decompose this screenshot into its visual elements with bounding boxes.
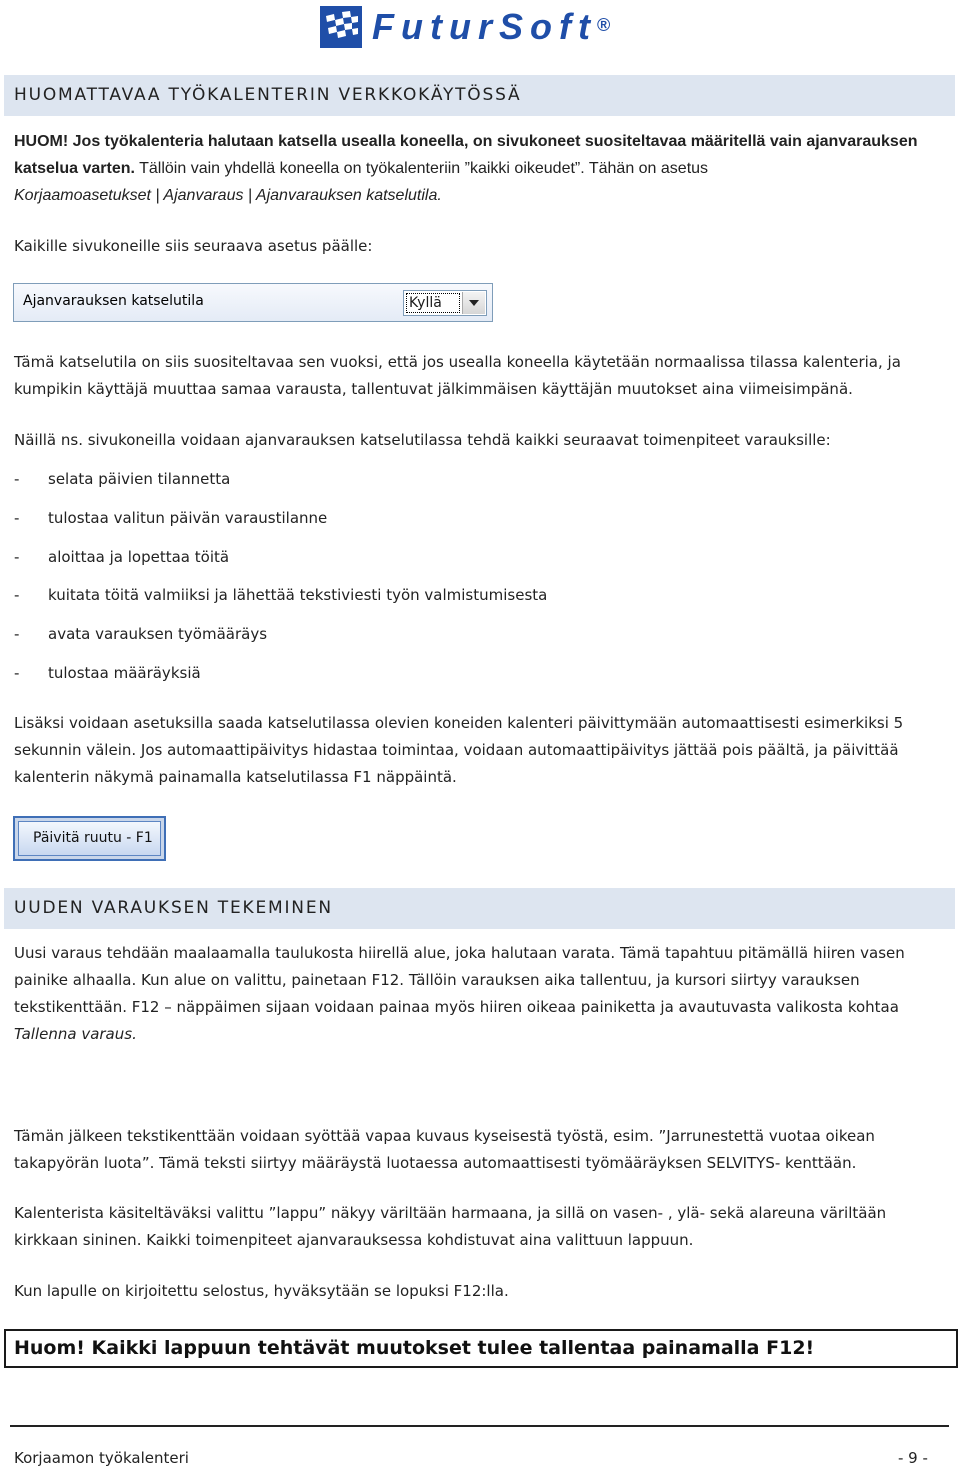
huom-paragraph xyxy=(14,128,944,209)
katselutila-select[interactable] xyxy=(403,290,487,316)
paragraph-selected-note: Kalenterista käsiteltäväksi valittu ”lappu” näkyy väriltään harmaana, ja sillä on vasen- , ylä- sekä alareuna väriltään kirkkaan sininen. Kaikki toimenpiteet ajanvarauksessa kohdistuvat aina valittuun lappuun. xyxy=(14,1204,887,1249)
paragraph-katselutila: Tämä katselutila on siis suositeltavaa sen vuoksi, että jos usealla koneella käytetään normaalissa tilassa kalenteria, ja kumpikin käyttäjä muuttaa samaa varausta, tallentuvat jälkimmäisen käyttäjän muutokset aina viimeisimpänä. xyxy=(14,353,901,398)
list-item: - selata päivien tilannetta xyxy=(14,470,231,488)
settings-path: Korjaamoasetukset | Ajanvaraus | Ajanvarauksen katselutila. xyxy=(14,187,442,204)
footer-divider xyxy=(10,1425,949,1427)
footer-title: Korjaamon työkalenteri xyxy=(14,1449,189,1467)
list-item: - kuitata töitä valmiiksi ja lähettää tekstiviesti työn valmistumisesta xyxy=(14,586,548,604)
katselutila-setting-row xyxy=(13,283,493,322)
list-item: - aloittaa ja lopettaa töitä xyxy=(14,548,230,566)
section-heading: HUOMATTAVAA TYÖKALENTERIN VERKKOKÄYTÖSSÄ xyxy=(4,75,955,116)
paragraph-description: Tämän jälkeen tekstikenttään voidaan syöttää vapaa kuvaus kyseisestä työstä, esim. ”Jarrunestettä vuotaa oikean takapyörän luota”. Tämä teksti siirtyy määräystä luotaessa automaattisesti työmääräyksen SELVITYS- kenttään. xyxy=(14,1127,875,1172)
list-item: - avata varauksen työmääräys xyxy=(14,625,268,643)
section-heading: UUDEN VARAUKSEN TEKEMINEN xyxy=(4,888,955,929)
chevron-down-icon xyxy=(469,300,479,306)
warning-box: Huom! Kaikki lappuun tehtävät muutokset tulee tallentaa painamalla F12! xyxy=(4,1329,958,1368)
paragraph-new-booking: Uusi varaus tehdään maalaamalla taulukosta hiirellä alue, joka halutaan varata. Tämä tapahtuu pitämällä hiiren vasen painike alhaalla. Kun alue on valittu, painetaan F12. Tällöin varauksen aika tallentuu, ja kursori siirtyy varauksen tekstikenttään. F12 – näppäimen sijaan voidaan painaa myös hiiren oikeaa painiketta ja avautuvasta valikosta kohtaa Tallenna varaus. xyxy=(14,944,905,1043)
refresh-button-label: Päivitä ruutu - F1 xyxy=(18,821,161,856)
refresh-button[interactable] xyxy=(13,816,166,861)
registered-mark: ® xyxy=(596,15,611,35)
logo-wordmark: FuturSoft® xyxy=(372,6,611,47)
paragraph-sivukoneet: Näillä ns. sivukoneilla voidaan ajanvarauksen katselutilassa tehdä kaikki seuraavat toimenpiteet varauksille: xyxy=(14,431,831,449)
dropdown-button[interactable] xyxy=(462,292,485,314)
intro-text: Kaikille sivukoneille siis seuraava asetus päälle: xyxy=(14,237,373,255)
checkered-flag-icon xyxy=(320,6,362,48)
list-item: - tulostaa valitun päivän varaustilanne xyxy=(14,509,328,527)
list-item: - tulostaa määräyksiä xyxy=(14,664,201,682)
huom-bold-text: HUOM! Jos työkalenteria halutaan katsella usealla koneella, on sivukoneet suositeltavaa määritellä vain ajanvarauksen katselua varten. xyxy=(14,133,918,177)
setting-label: Ajanvarauksen katselutila xyxy=(23,293,204,309)
menu-item-reference: Tallenna varaus. xyxy=(14,1025,137,1043)
paragraph-autorefresh: Lisäksi voidaan asetuksilla saada katselutilassa olevien koneiden kalenteri päivittymään automaattisesti esimerkiksi 5 sekunnin välein. Jos automaattipäivitys hidastaa toimintaa, voidaan automaattipäivitys jättää pois päältä, ja päivittää kalenterin näkymä painamalla katselutilassa F1 näppäintä. xyxy=(14,714,904,786)
paragraph-confirm: Kun lapulle on kirjoitettu selostus, hyväksytään se lopuksi F12:lla. xyxy=(14,1282,509,1300)
select-value: Kyllä xyxy=(406,293,460,313)
huom-normal-text: Tällöin vain yhdellä koneella on työkalenteriin ”kaikki oikeudet”. Tähän on asetus xyxy=(139,160,709,177)
futursoft-logo xyxy=(320,4,610,50)
page-number: - 9 - xyxy=(898,1449,928,1467)
